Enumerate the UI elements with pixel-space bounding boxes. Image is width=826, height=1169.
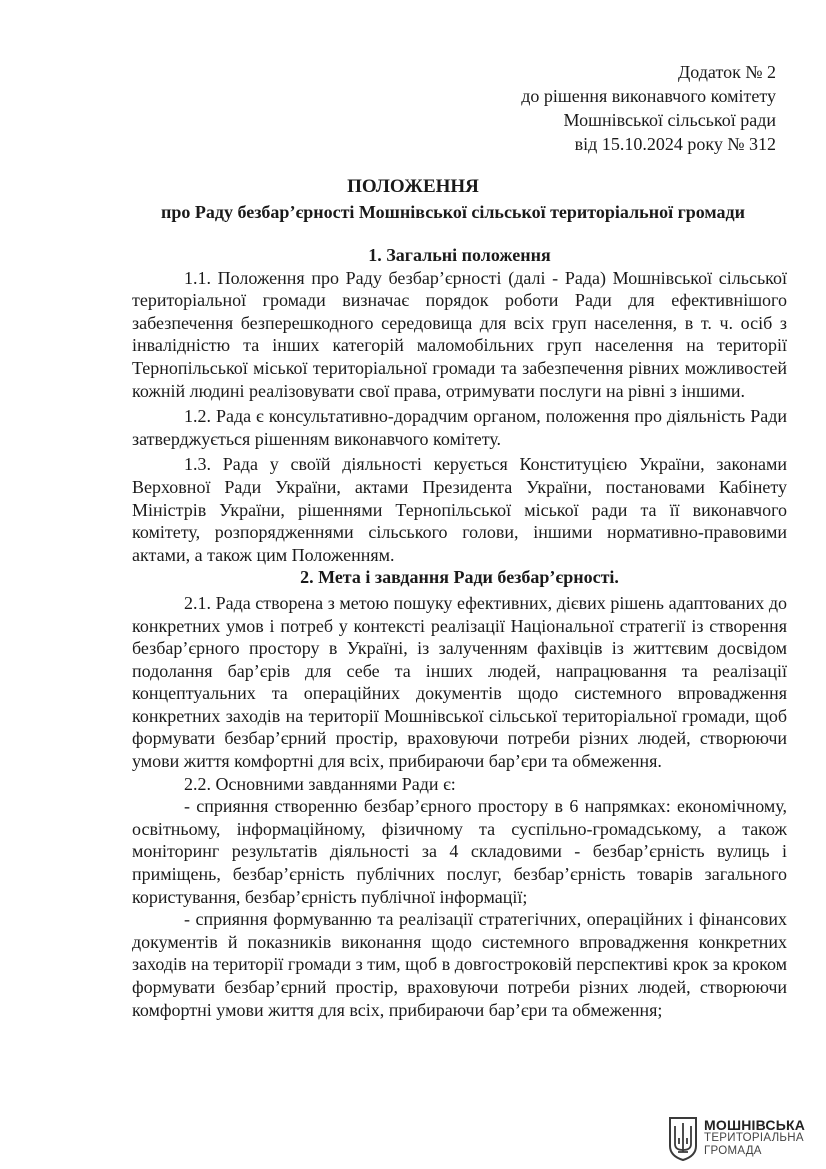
- annex-block: [521, 60, 776, 156]
- annex-council: Мошнівської сільської ради: [563, 110, 776, 130]
- logo-title: МОШНІВСЬКА: [704, 1116, 806, 1133]
- community-logo: [666, 1113, 816, 1163]
- document-title: ПОЛОЖЕННЯ: [347, 176, 479, 197]
- annex-number: Додаток № 2: [678, 62, 776, 82]
- trident-icon: [666, 1114, 700, 1162]
- paragraph-2-2: 2.2. Основними завданнями Ради є:: [184, 773, 456, 794]
- logo-subtitle-1: ТЕРИТОРІАЛЬНА: [704, 1131, 804, 1144]
- section-2-heading: 2. Мета і завдання Ради безбар’єрності.: [300, 567, 619, 588]
- paragraph-1-2: 1.2. Рада є консультативно-дорадчим органом, положення про діяльність Ради затверджується рішенням виконавчого комітету.: [132, 406, 787, 449]
- document-body: [132, 244, 787, 1021]
- annex-decision: до рішення виконавчого комітету: [521, 86, 776, 106]
- section-1-heading: 1. Загальні положення: [368, 245, 551, 265]
- paragraph-1-3: 1.3. Рада у своїй діяльності керується Конституцією України, законами Верховної Ради України, актами Президента України, постановами Кабінету Міністрів України, рішеннями Тернопільської міської ради та її виконавчого комітету, розпорядженнями сільського голови, іншими нормативно-правовими актами, а також цим Положенням.: [132, 454, 787, 565]
- document-subtitle: про Раду безбар’єрності Мошнівської сільської територіальної громади: [160, 202, 746, 222]
- annex-date: від 15.10.2024 року № 312: [574, 134, 776, 154]
- logo-subtitle-2: ГРОМАДА: [704, 1144, 762, 1157]
- paragraph-2-1: 2.1. Рада створена з метою пошуку ефективних, дієвих рішень адаптованих до конкретних умов і потреб у контексті реалізації Національної стратегії із створення безбар’єрного простору в Україні, із залученням фахівців із життєвим досвідом подолання бар’єрів для себе та інших людей, напрацювання та реалізації концептуальних та операційних документів щодо системного впровадження конкретних заходів на території Мошнівської сільської територіальної громади, щоб формувати безбар’єрний простір, враховуючи потреби різних людей, створюючи умови життя комфортні для всіх, прибираючи бар’єри та обмеження.: [132, 592, 787, 772]
- paragraph-1-1: 1.1. Положення про Раду безбар’єрності (далі - Рада) Мошнівської сільської територіальної громади визначає порядок роботи Ради для ефективнішого забезпечення безперешкодного середовища для всіх груп населення, в т. ч. осіб з інвалідністю та інших категорій маломобільних груп населення на території Тернопільської міської територіальної громади та забезпечення рівних можливостей кожній людині реалізовувати свої права, отримувати послуги на рівні з іншими.: [132, 267, 787, 401]
- bullet-item-1: - сприяння створенню безбар’єрного простору в 6 напрямках: економічному, освітньому, інформаційному, фізичному та суспільно-громадському, а також моніторинг результатів діяльності за 4 складовими - безбар’єрність вулиць і приміщень, безбар’єрність публічних послуг, безбар’єрність товарів загального користування, безбар’єрність публічної інформації;: [132, 796, 787, 907]
- bullet-item-2: - сприяння формуванню та реалізації стратегічних, операційних і фінансових документів й показників виконання щодо системного впровадження конкретних заходів на території громади з тим, щоб в довгостроковій перспективі крок за кроком формувати безбар’єрний простір, враховуючи потреби різних людей, створюючи комфортні умови життя для всіх, прибираючи бар’єри та обмеження;: [132, 909, 787, 1020]
